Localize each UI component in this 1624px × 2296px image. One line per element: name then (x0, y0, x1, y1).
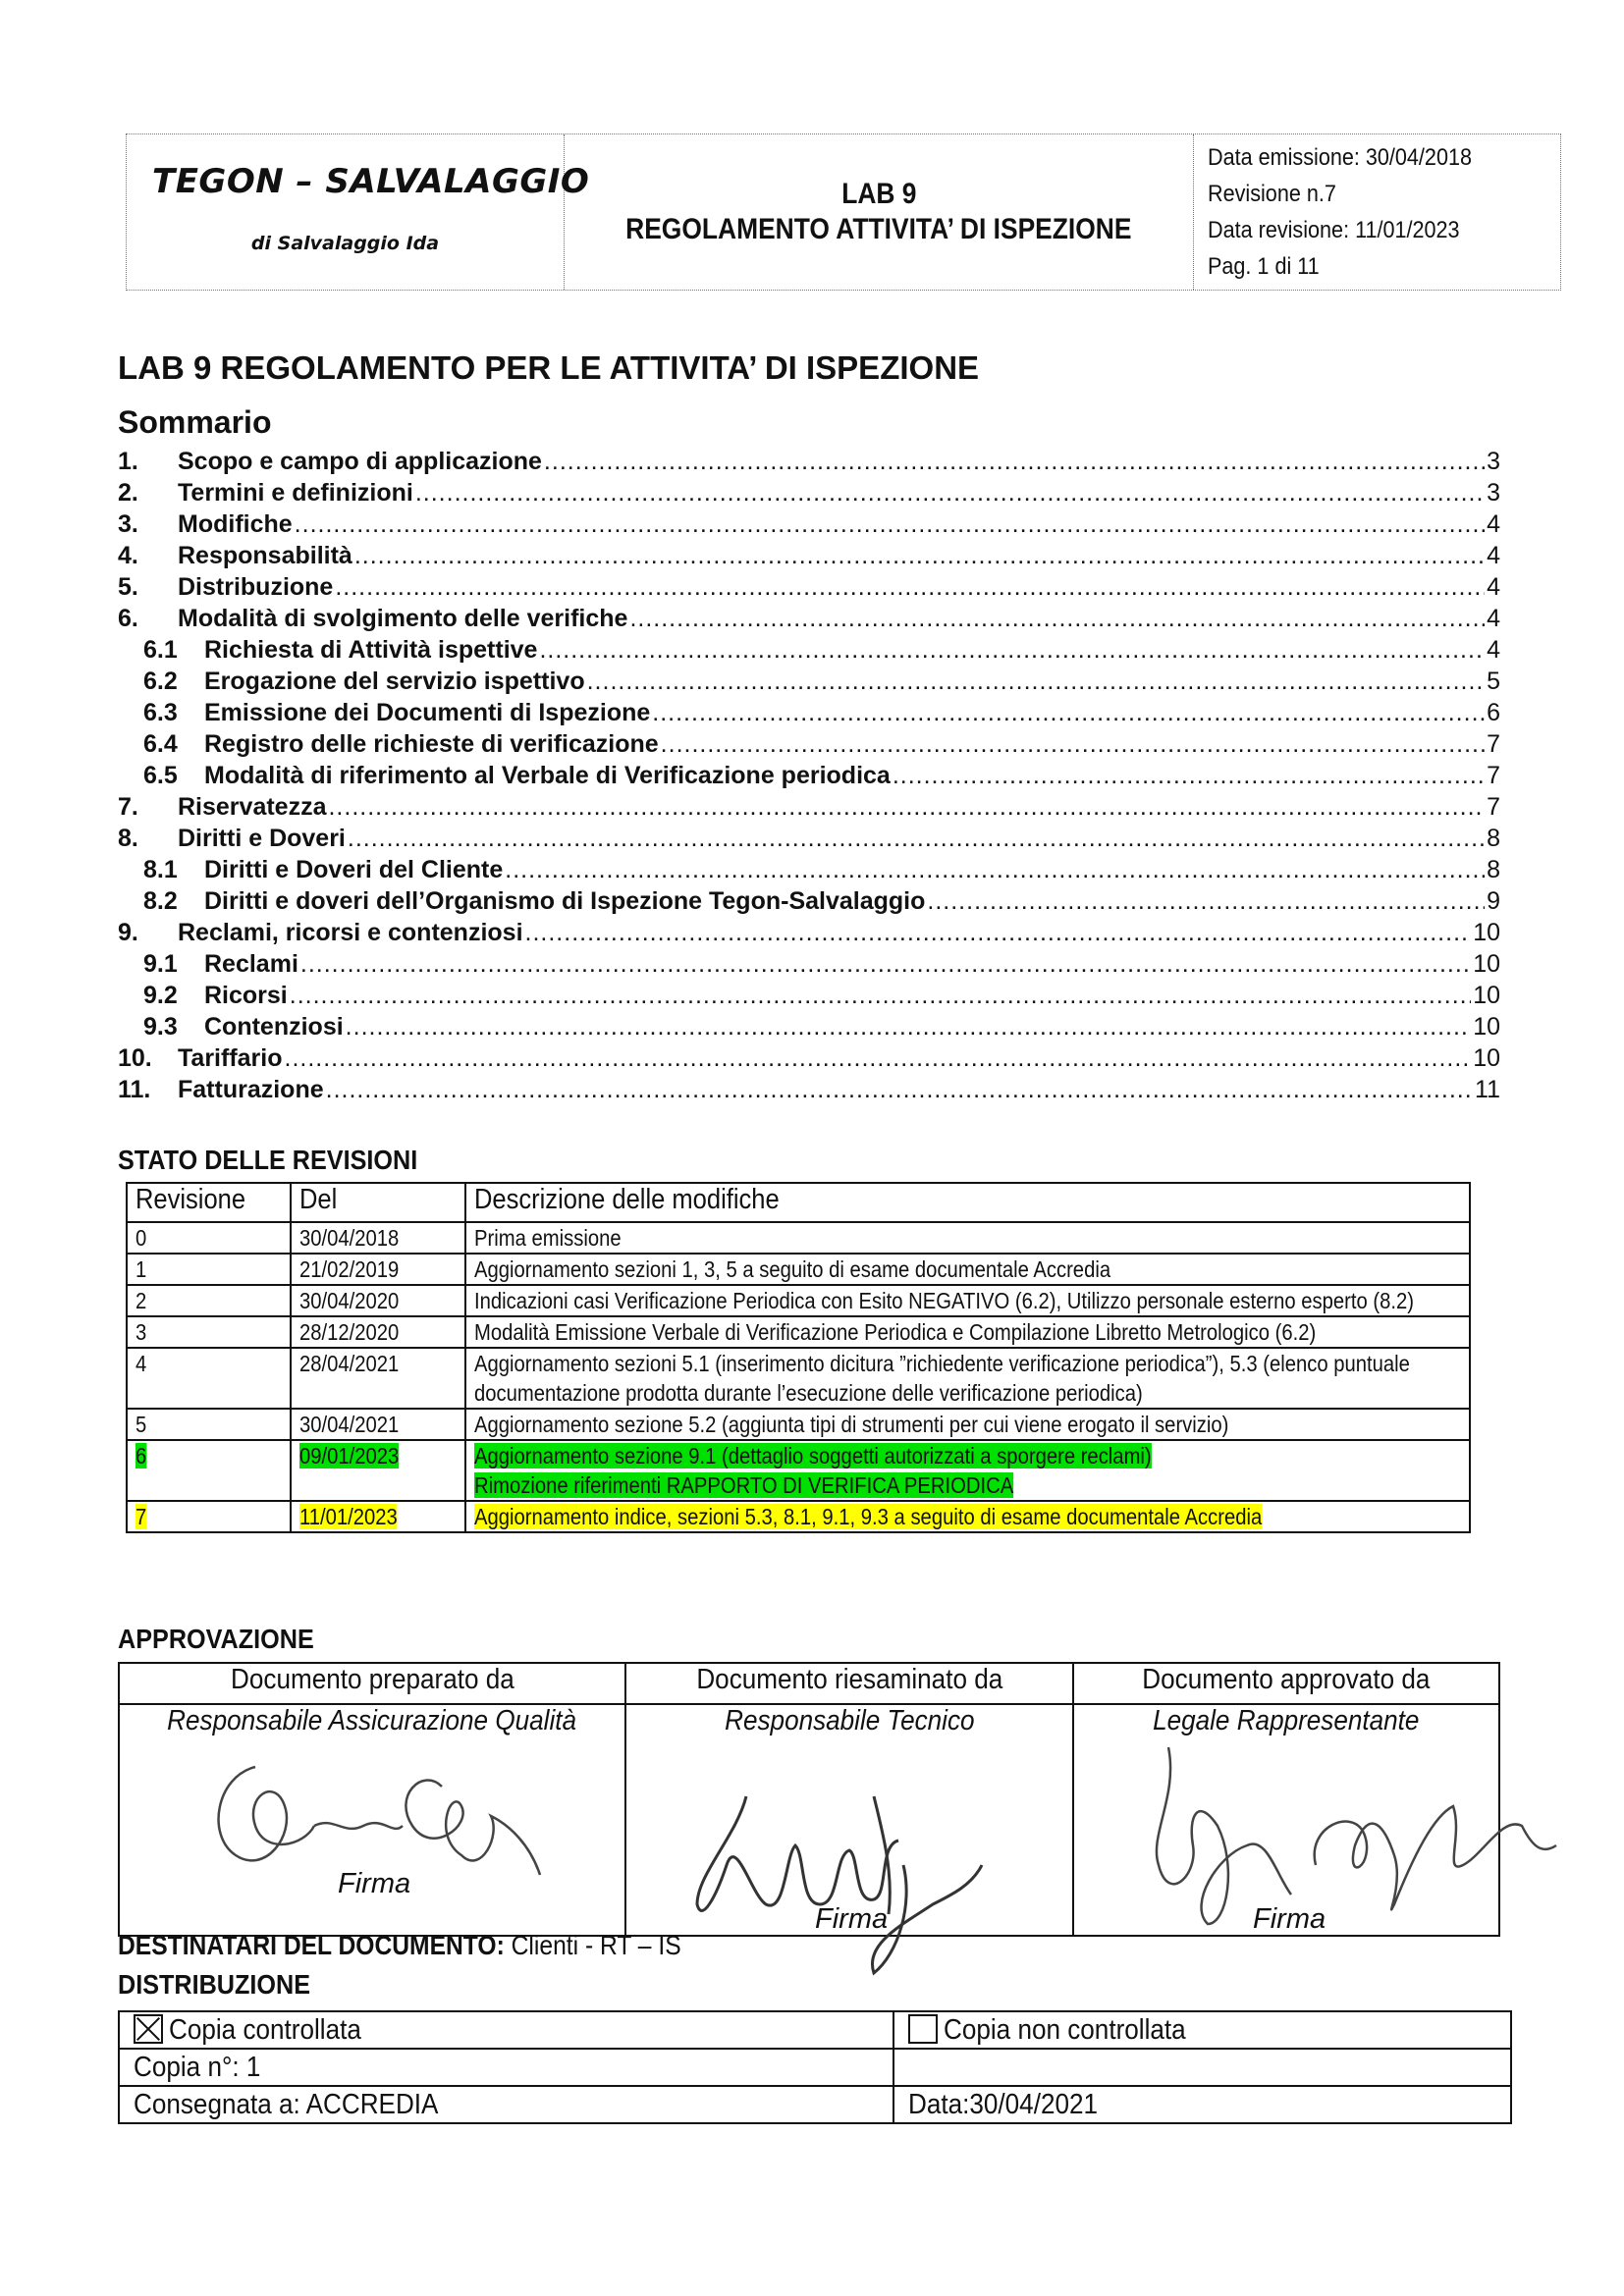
header-title-cell (565, 134, 1194, 290)
firma-label-2: Firma (815, 1903, 889, 1935)
controlled-copy-cell (119, 2011, 893, 2049)
revision-row (127, 1316, 1470, 1348)
toc-item-leader (661, 730, 1485, 759)
revision-description: Aggiornamento sezione 5.2 (aggiunta tipi di strumenti per cui viene erogato il servizio) (474, 1412, 1229, 1437)
toc-item-page: 6 (1487, 699, 1500, 726)
firma-label-3: Firma (1253, 1903, 1326, 1935)
document-title: LAB 9 REGOLAMENTO PER LE ATTIVITA’ DI ISPEZIONE (118, 349, 980, 386)
company-logo-text: TEGON – SALVALAGGIO (152, 162, 590, 201)
toc-item-label: Contenziosi (204, 1013, 344, 1041)
toc-item-label: Registro delle richieste di verificazione (204, 730, 659, 758)
toc-item-label: Erogazione del servizio ispettivo (204, 667, 585, 695)
header-doc-title: REGOLAMENTO ATTIVITA’ DI ISPEZIONE (625, 213, 1132, 245)
revision-row (127, 1409, 1470, 1440)
toc-item-page: 4 (1487, 573, 1500, 601)
uncontrolled-copy-label: Copia non controllata (944, 2013, 1186, 2046)
revision-description: Modalità Emissione Verbale di Verificazione Periodica e Compilazione Libretto Metrologico (6.2) (474, 1319, 1317, 1345)
revision-description-cell (465, 1222, 1470, 1254)
header-revision: Revisione n.7 (1208, 181, 1336, 207)
revisions-table (126, 1182, 1471, 1533)
toc-item-number: 6.3 (143, 699, 178, 726)
revision-number: 6 (127, 1440, 291, 1501)
recipients-value: Clienti - RT – IS (504, 1930, 681, 1960)
controlled-copy-label: Copia controllata (169, 2013, 361, 2046)
toc-item-number: 11. (118, 1076, 151, 1103)
revision-date: 28/04/2021 (291, 1348, 465, 1409)
toc-item[interactable] (118, 539, 1500, 570)
toc-item-number: 7. (118, 793, 138, 821)
toc-item-leader (285, 1044, 1472, 1073)
distribution-table (118, 2010, 1512, 2124)
toc-item-page: 9 (1487, 887, 1500, 915)
distribution-heading: DISTRIBUZIONE (118, 1969, 311, 2000)
toc-item[interactable] (118, 884, 1500, 916)
toc-item-page: 3 (1487, 479, 1500, 507)
toc-item[interactable] (118, 947, 1500, 979)
toc-item-number: 5. (118, 573, 138, 601)
toc-item-number: 10. (118, 1044, 152, 1072)
toc-item[interactable] (118, 979, 1500, 1010)
toc-item-leader (629, 605, 1485, 633)
toc-item-leader (335, 573, 1485, 602)
revision-date: 30/04/2020 (291, 1285, 465, 1316)
firma-label-1: Firma (338, 1868, 411, 1899)
revisions-header-row (127, 1183, 1470, 1222)
toc-item-number: 6.4 (143, 730, 178, 758)
toc-item-label: Distribuzione (178, 573, 334, 601)
toc-item-leader (295, 510, 1485, 539)
toc-item[interactable] (118, 507, 1500, 539)
toc-item-number: 6.5 (143, 762, 178, 789)
revision-description-cell (465, 1254, 1470, 1285)
company-subtitle: di Salvalaggio Ida (250, 233, 440, 254)
toc-item-label: Fatturazione (178, 1076, 324, 1103)
header-issue-date: Data emissione: 30/04/2018 (1208, 144, 1472, 171)
revisions-heading: STATO DELLE REVISIONI (118, 1145, 418, 1175)
toc-item-label: Tariffario (178, 1044, 283, 1072)
revision-number: 7 (127, 1501, 291, 1532)
toc-item-number: 4. (118, 542, 138, 569)
toc-item-leader (415, 479, 1485, 507)
toc-item-page: 10 (1473, 982, 1500, 1009)
revisions-col-desc: Descrizione delle modifiche (465, 1183, 1470, 1222)
toc-item-leader (328, 793, 1485, 822)
toc-item-label: Richiesta di Attività ispettive (204, 636, 538, 664)
toc-item-leader (652, 699, 1485, 727)
toc-item[interactable] (118, 759, 1500, 790)
header-doc-code: LAB 9 (840, 178, 917, 210)
toc-item-number: 8. (118, 825, 138, 852)
role-technical: Responsabile Tecnico (724, 1705, 975, 1736)
toc-item-label: Ricorsi (204, 982, 288, 1009)
controlled-copy-checkbox[interactable] (134, 2014, 163, 2044)
toc-item-number: 6. (118, 605, 138, 632)
toc-item-label: Responsabilità (178, 542, 352, 569)
toc-item-leader (525, 919, 1472, 947)
revisions-col-rev: Revisione (127, 1183, 291, 1222)
revision-description-cell (465, 1348, 1470, 1409)
role-quality: Responsabile Assicurazione Qualità (167, 1705, 577, 1736)
toc-heading: Sommario (118, 404, 272, 440)
toc-item-number: 6.2 (143, 667, 178, 695)
toc-item[interactable] (118, 853, 1500, 884)
toc-item-label: Scopo e campo di applicazione (178, 448, 542, 475)
revision-row (127, 1222, 1470, 1254)
toc-item[interactable] (118, 665, 1500, 696)
toc-item-number: 3. (118, 510, 138, 538)
toc-item[interactable] (118, 602, 1500, 633)
toc-item-page: 8 (1487, 856, 1500, 883)
toc-item-page: 10 (1473, 1044, 1500, 1072)
toc-item-leader (505, 856, 1485, 884)
toc-item-number: 9.3 (143, 1013, 178, 1041)
toc-item-label: Modalità di riferimento al Verbale di Verificazione periodica (204, 762, 891, 789)
revision-description: Indicazioni casi Verificazione Periodica con Esito NEGATIVO (6.2), Utilizzo personale esterno esperto (8.2) (474, 1288, 1414, 1313)
toc-item-number: 1. (118, 448, 138, 475)
header-meta-cell (1194, 134, 1560, 290)
toc-item-leader (927, 887, 1485, 916)
toc-item-label: Modalità di svolgimento delle verifiche (178, 605, 628, 632)
approval-prepared-cell (119, 1704, 625, 1936)
approval-col-approved: Documento approvato da (1073, 1663, 1499, 1704)
role-legal: Legale Rappresentante (1153, 1705, 1420, 1736)
toc-item-label: Riservatezza (178, 793, 327, 821)
toc-item-leader (346, 1013, 1472, 1041)
revision-date: 30/04/2018 (291, 1222, 465, 1254)
toc-item-label: Modifiche (178, 510, 293, 538)
revision-number: 4 (127, 1348, 291, 1409)
toc-item-label: Reclami, ricorsi e contenziosi (178, 919, 523, 946)
table-of-contents (118, 445, 1500, 1104)
revision-row (127, 1254, 1470, 1285)
revision-description-cell (465, 1409, 1470, 1440)
toc-item-page: 4 (1487, 636, 1500, 664)
revision-row (127, 1440, 1470, 1501)
toc-item-label: Reclami (204, 950, 298, 978)
revision-description: Aggiornamento sezioni 5.1 (inserimento dicitura ”richiedente verificazione periodica”), 5.3 (elenco puntuale documentazione prodotta durante l’esecuzione delle verificazione periodica) (474, 1351, 1410, 1406)
toc-item-number: 2. (118, 479, 138, 507)
empty-cell (893, 2049, 1511, 2086)
recipients-line (118, 1930, 758, 1961)
revision-description: Prima emissione (474, 1225, 622, 1251)
toc-item[interactable] (118, 570, 1500, 602)
toc-item-page: 10 (1473, 919, 1500, 946)
uncontrolled-copy-checkbox[interactable] (908, 2014, 938, 2044)
approval-approved-cell (1073, 1704, 1499, 1936)
approval-table (118, 1662, 1500, 1937)
toc-item-number: 8.1 (143, 856, 178, 883)
toc-item-page: 3 (1487, 448, 1500, 475)
revision-date: 28/12/2020 (291, 1316, 465, 1348)
toc-item-page: 10 (1473, 1013, 1500, 1041)
toc-item-page: 7 (1487, 762, 1500, 789)
uncontrolled-copy-cell (893, 2011, 1511, 2049)
toc-item-leader (300, 950, 1471, 979)
revision-description-cell (465, 1440, 1470, 1501)
revision-date: 11/01/2023 (291, 1501, 465, 1532)
toc-item[interactable] (118, 1010, 1500, 1041)
toc-item[interactable] (118, 727, 1500, 759)
approval-heading: APPROVAZIONE (118, 1624, 314, 1654)
revision-date: 21/02/2019 (291, 1254, 465, 1285)
toc-item-leader (290, 982, 1471, 1010)
toc-item-leader (348, 825, 1485, 853)
toc-item[interactable] (118, 1041, 1500, 1073)
revision-number: 1 (127, 1254, 291, 1285)
revision-row (127, 1285, 1470, 1316)
revision-description-cell (465, 1316, 1470, 1348)
toc-item-leader (354, 542, 1485, 570)
revision-row (127, 1348, 1470, 1409)
revision-description: Aggiornamento indice, sezioni 5.3, 8.1, 9.1, 9.3 a seguito di esame documentale Accredia (474, 1504, 1263, 1529)
revision-row (127, 1501, 1470, 1532)
toc-item[interactable] (118, 476, 1500, 507)
revision-description: Aggiornamento sezione 9.1 (dettaglio soggetti autorizzati a sporgere reclami) (474, 1443, 1152, 1468)
toc-item-number: 8.2 (143, 887, 178, 915)
toc-item[interactable] (118, 696, 1500, 727)
revisions-col-date: Del (291, 1183, 465, 1222)
toc-item[interactable] (118, 790, 1500, 822)
revision-date: 09/01/2023 (291, 1440, 465, 1501)
header-revision-date: Data revisione: 11/01/2023 (1208, 217, 1460, 243)
recipients-label: DESTINATARI DEL DOCUMENTO: (118, 1930, 505, 1960)
toc-item-page: 8 (1487, 825, 1500, 852)
approval-reviewed-cell (625, 1704, 1073, 1936)
toc-item-leader (326, 1076, 1473, 1104)
toc-item-label: Diritti e doveri dell’Organismo di Ispezione Tegon-Salvalaggio (204, 887, 926, 915)
toc-item-label: Emissione dei Documenti di Ispezione (204, 699, 651, 726)
header-page-number: Pag. 1 di 11 (1208, 253, 1320, 280)
toc-item-page: 10 (1473, 950, 1500, 978)
toc-item-page: 5 (1487, 667, 1500, 695)
revision-date: 30/04/2021 (291, 1409, 465, 1440)
toc-item[interactable] (118, 1073, 1500, 1104)
toc-item-page: 7 (1487, 793, 1500, 821)
toc-item-number: 9.2 (143, 982, 178, 1009)
toc-item-leader (587, 667, 1485, 696)
toc-item[interactable] (118, 445, 1500, 476)
toc-item-label: Diritti e Doveri del Cliente (204, 856, 504, 883)
approval-col-reviewed: Documento riesaminato da (625, 1663, 1073, 1704)
toc-item-number: 6.1 (143, 636, 178, 664)
revision-description-cell (465, 1501, 1470, 1532)
delivery-date-cell: Data:30/04/2021 (893, 2086, 1511, 2123)
toc-item-leader (544, 448, 1485, 476)
revision-description-2: Rimozione riferimenti RAPPORTO DI VERIFICA PERIODICA (474, 1472, 1014, 1498)
toc-item-leader (893, 762, 1485, 790)
toc-item-label: Diritti e Doveri (178, 825, 346, 852)
header-brand-cell (127, 134, 590, 290)
toc-item[interactable] (118, 633, 1500, 665)
revision-description-cell (465, 1285, 1470, 1316)
toc-item-number: 9.1 (143, 950, 178, 978)
toc-item-label: Termini e definizioni (178, 479, 413, 507)
toc-item-page: 11 (1475, 1076, 1500, 1103)
toc-item-number: 9. (118, 919, 138, 946)
toc-item[interactable] (118, 916, 1500, 947)
copy-number-cell: Copia n°: 1 (119, 2049, 893, 2086)
revision-number: 3 (127, 1316, 291, 1348)
toc-item-page: 4 (1487, 542, 1500, 569)
page-header (126, 133, 1561, 291)
toc-item-page: 4 (1487, 605, 1500, 632)
revision-number: 2 (127, 1285, 291, 1316)
revision-description: Aggiornamento sezioni 1, 3, 5 a seguito di esame documentale Accredia (474, 1256, 1111, 1282)
toc-item-page: 7 (1487, 730, 1500, 758)
delivered-to-cell: Consegnata a: ACCREDIA (119, 2086, 893, 2123)
toc-item[interactable] (118, 822, 1500, 853)
approval-col-prepared: Documento preparato da (119, 1663, 625, 1704)
toc-item-leader (539, 636, 1485, 665)
revision-number: 5 (127, 1409, 291, 1440)
toc-item-page: 4 (1487, 510, 1500, 538)
revision-number: 0 (127, 1222, 291, 1254)
